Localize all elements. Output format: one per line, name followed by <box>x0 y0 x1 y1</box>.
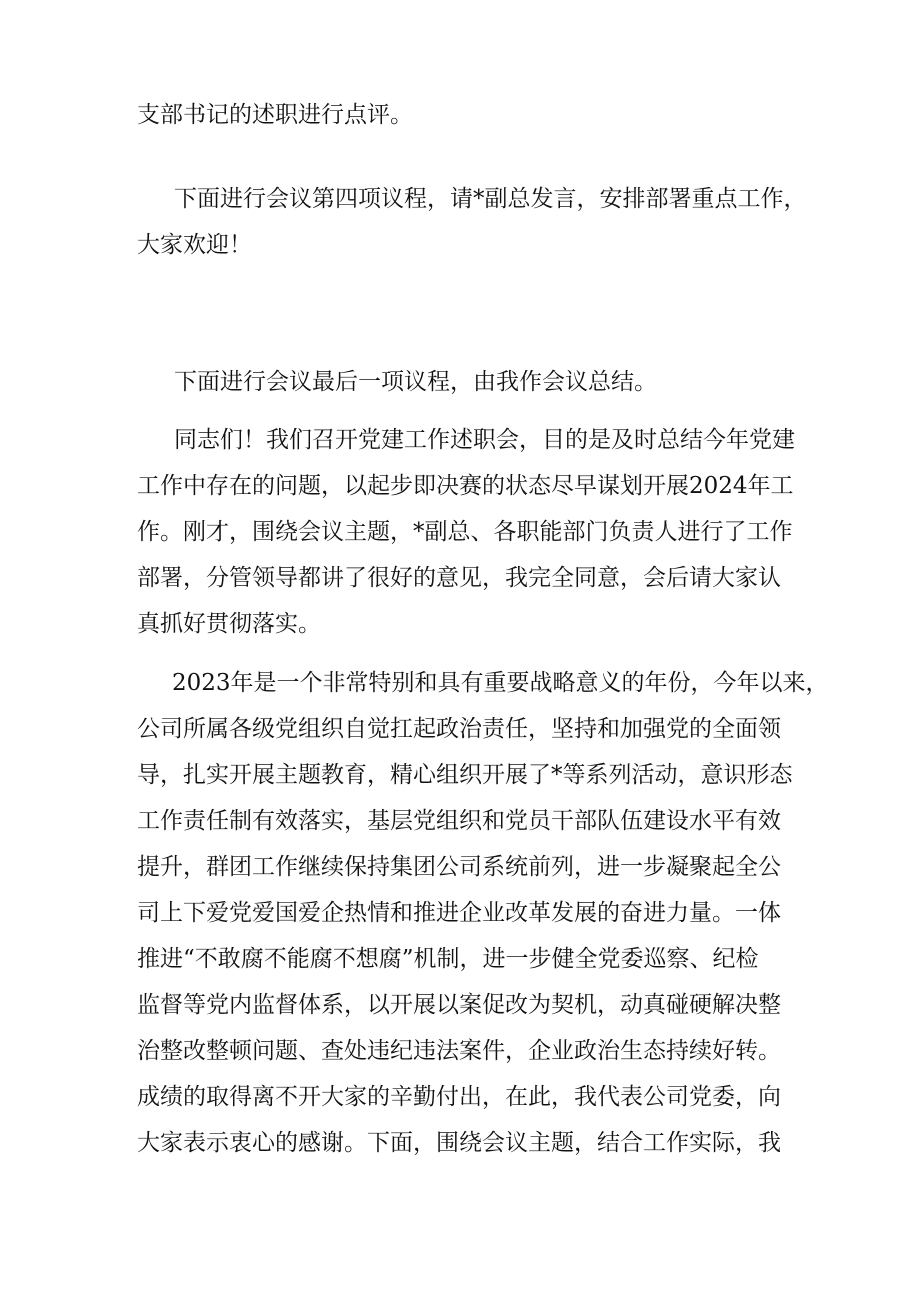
text-line: 支部书记的述职进行点评。 <box>137 102 413 128</box>
text-line: 下面进行会议最后一项议程，由我作会议总结。 <box>174 369 657 395</box>
text-line: 大家欢迎！ <box>137 232 252 258</box>
text-line: 同志们！我们召开党建工作述职会，目的是及时总结今年党建 <box>174 427 795 453</box>
text-line: 作。刚才，围绕会议主题，*副总、各职能部门负责人进行了工作 <box>137 519 793 545</box>
text-line: 推进“不敢腐不能腐不想腐”机制，进一步健全党委巡察、纪检 <box>137 946 759 972</box>
text-line: 部署，分管领导都讲了很好的意见，我完全同意，会后请大家认 <box>137 565 781 591</box>
text-line: 大家表示衷心的感谢。下面，围绕会议主题，结合工作实际，我 <box>137 1130 781 1156</box>
text-line: 提升，群团工作继续保持集团公司系统前列，进一步凝聚起全公 <box>137 854 781 880</box>
text-line: 成绩的取得离不开大家的辛勤付出，在此，我代表公司党委，向 <box>137 1084 781 1110</box>
text-line: 司上下爱党爱国爱企热情和推进企业改革发展的奋进力量。一体 <box>137 900 781 926</box>
text-line: 监督等党内监督体系，以开展以案促改为契机，动真碰硬解决整 <box>137 992 781 1018</box>
text-line: 2023年是一个非常特别和具有重要战略意义的年份，今年以来， <box>172 670 829 696</box>
text-line: 工作责任制有效落实，基层党组织和党员干部队伍建设水平有效 <box>137 808 781 834</box>
text-line: 治整改整顿问题、查处违纪违法案件，企业政治生态持续好转。 <box>137 1038 781 1064</box>
text-line: 工作中存在的问题，以起步即决赛的状态尽早谋划开展2024年工 <box>137 473 794 499</box>
text-line: 下面进行会议第四项议程，请*副总发言，安排部署重点工作， <box>174 186 807 212</box>
text-line: 真抓好贯彻落实。 <box>137 611 321 637</box>
text-line: 公司所属各级党组织自觉扛起政治责任，坚持和加强党的全面领 <box>137 716 781 742</box>
text-line: 导，扎实开展主题教育，精心组织开展了*等系列活动，意识形态 <box>137 762 793 788</box>
